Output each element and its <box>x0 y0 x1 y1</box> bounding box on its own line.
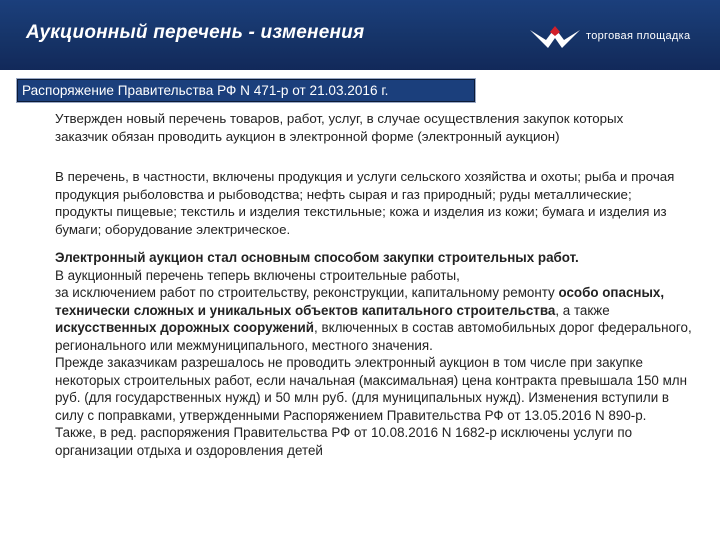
exception-joiner: , а также <box>555 302 610 318</box>
exception-bold-road: искусственных дорожных сооружений <box>55 320 315 335</box>
slide-title: Аукционный перечень - изменения <box>26 22 365 43</box>
paragraph-list-contents: В перечень, в частности, включены продукция и услуги сельского хозяйства и охоты; рыба и прочая продукция рыболовства и рыбоводства; нефть сырая и газ природный; руды металлические; продукты пищевые; текстиль и изделия текстильные; кожа и изделия из кожи; бумага и изделия из бумаги; оборудование электрическое. <box>55 169 675 237</box>
construction-included: В аукционный перечень теперь включены строительные работы, <box>55 267 460 283</box>
exception-text: за исключением работ по строительству, реконструкции, капитальному ремонту <box>55 285 559 300</box>
lead-statement: Электронный аукцион стал основным способом закупки строительных работ. <box>55 250 579 265</box>
amendment-1682: Также, в ред. распоряжения Правительства РФ от 10.08.2016 N 1682-р исключены услуги по организации отдыха и оздоровления детей <box>55 425 633 458</box>
wing-logo-icon <box>528 26 582 52</box>
exception-bold-objects: особо опасных, технически сложных и уникальных объектов капитального строительства <box>55 285 665 318</box>
previous-rules: Прежде заказчикам разрешалось не проводить электронный аукцион в том числе при закупке некоторых строительных работ, если начальная (максимальная) цена контракта превышала 150 млн руб. (для государственных нужд) и 50 млн руб. (для муниципальных нужд). Изменения вступили в силу с поправками, утвержденными Распоряжением Правительства РФ от 13.05.2016 N 890-р. <box>55 355 687 423</box>
exception-tail: , включенных в состав автомобильных дорог федерального, регионального или межмуниципального, местного значения. <box>55 320 692 353</box>
subtitle-banner <box>17 79 475 102</box>
paragraph-construction-works <box>55 249 695 459</box>
logo-text: торговая площадка <box>586 30 691 42</box>
slide-header <box>0 0 720 70</box>
subtitle-text: Распоряжение Правительства РФ N 471-р от 21.03.2016 г. <box>22 83 389 98</box>
paragraph-list-approved: Утвержден новый перечень товаров, работ, услуг, в случае осуществления закупок которых заказчик обязан проводить аукцион в электронной форме (электронный аукцион) <box>55 111 624 144</box>
logo <box>528 26 708 52</box>
